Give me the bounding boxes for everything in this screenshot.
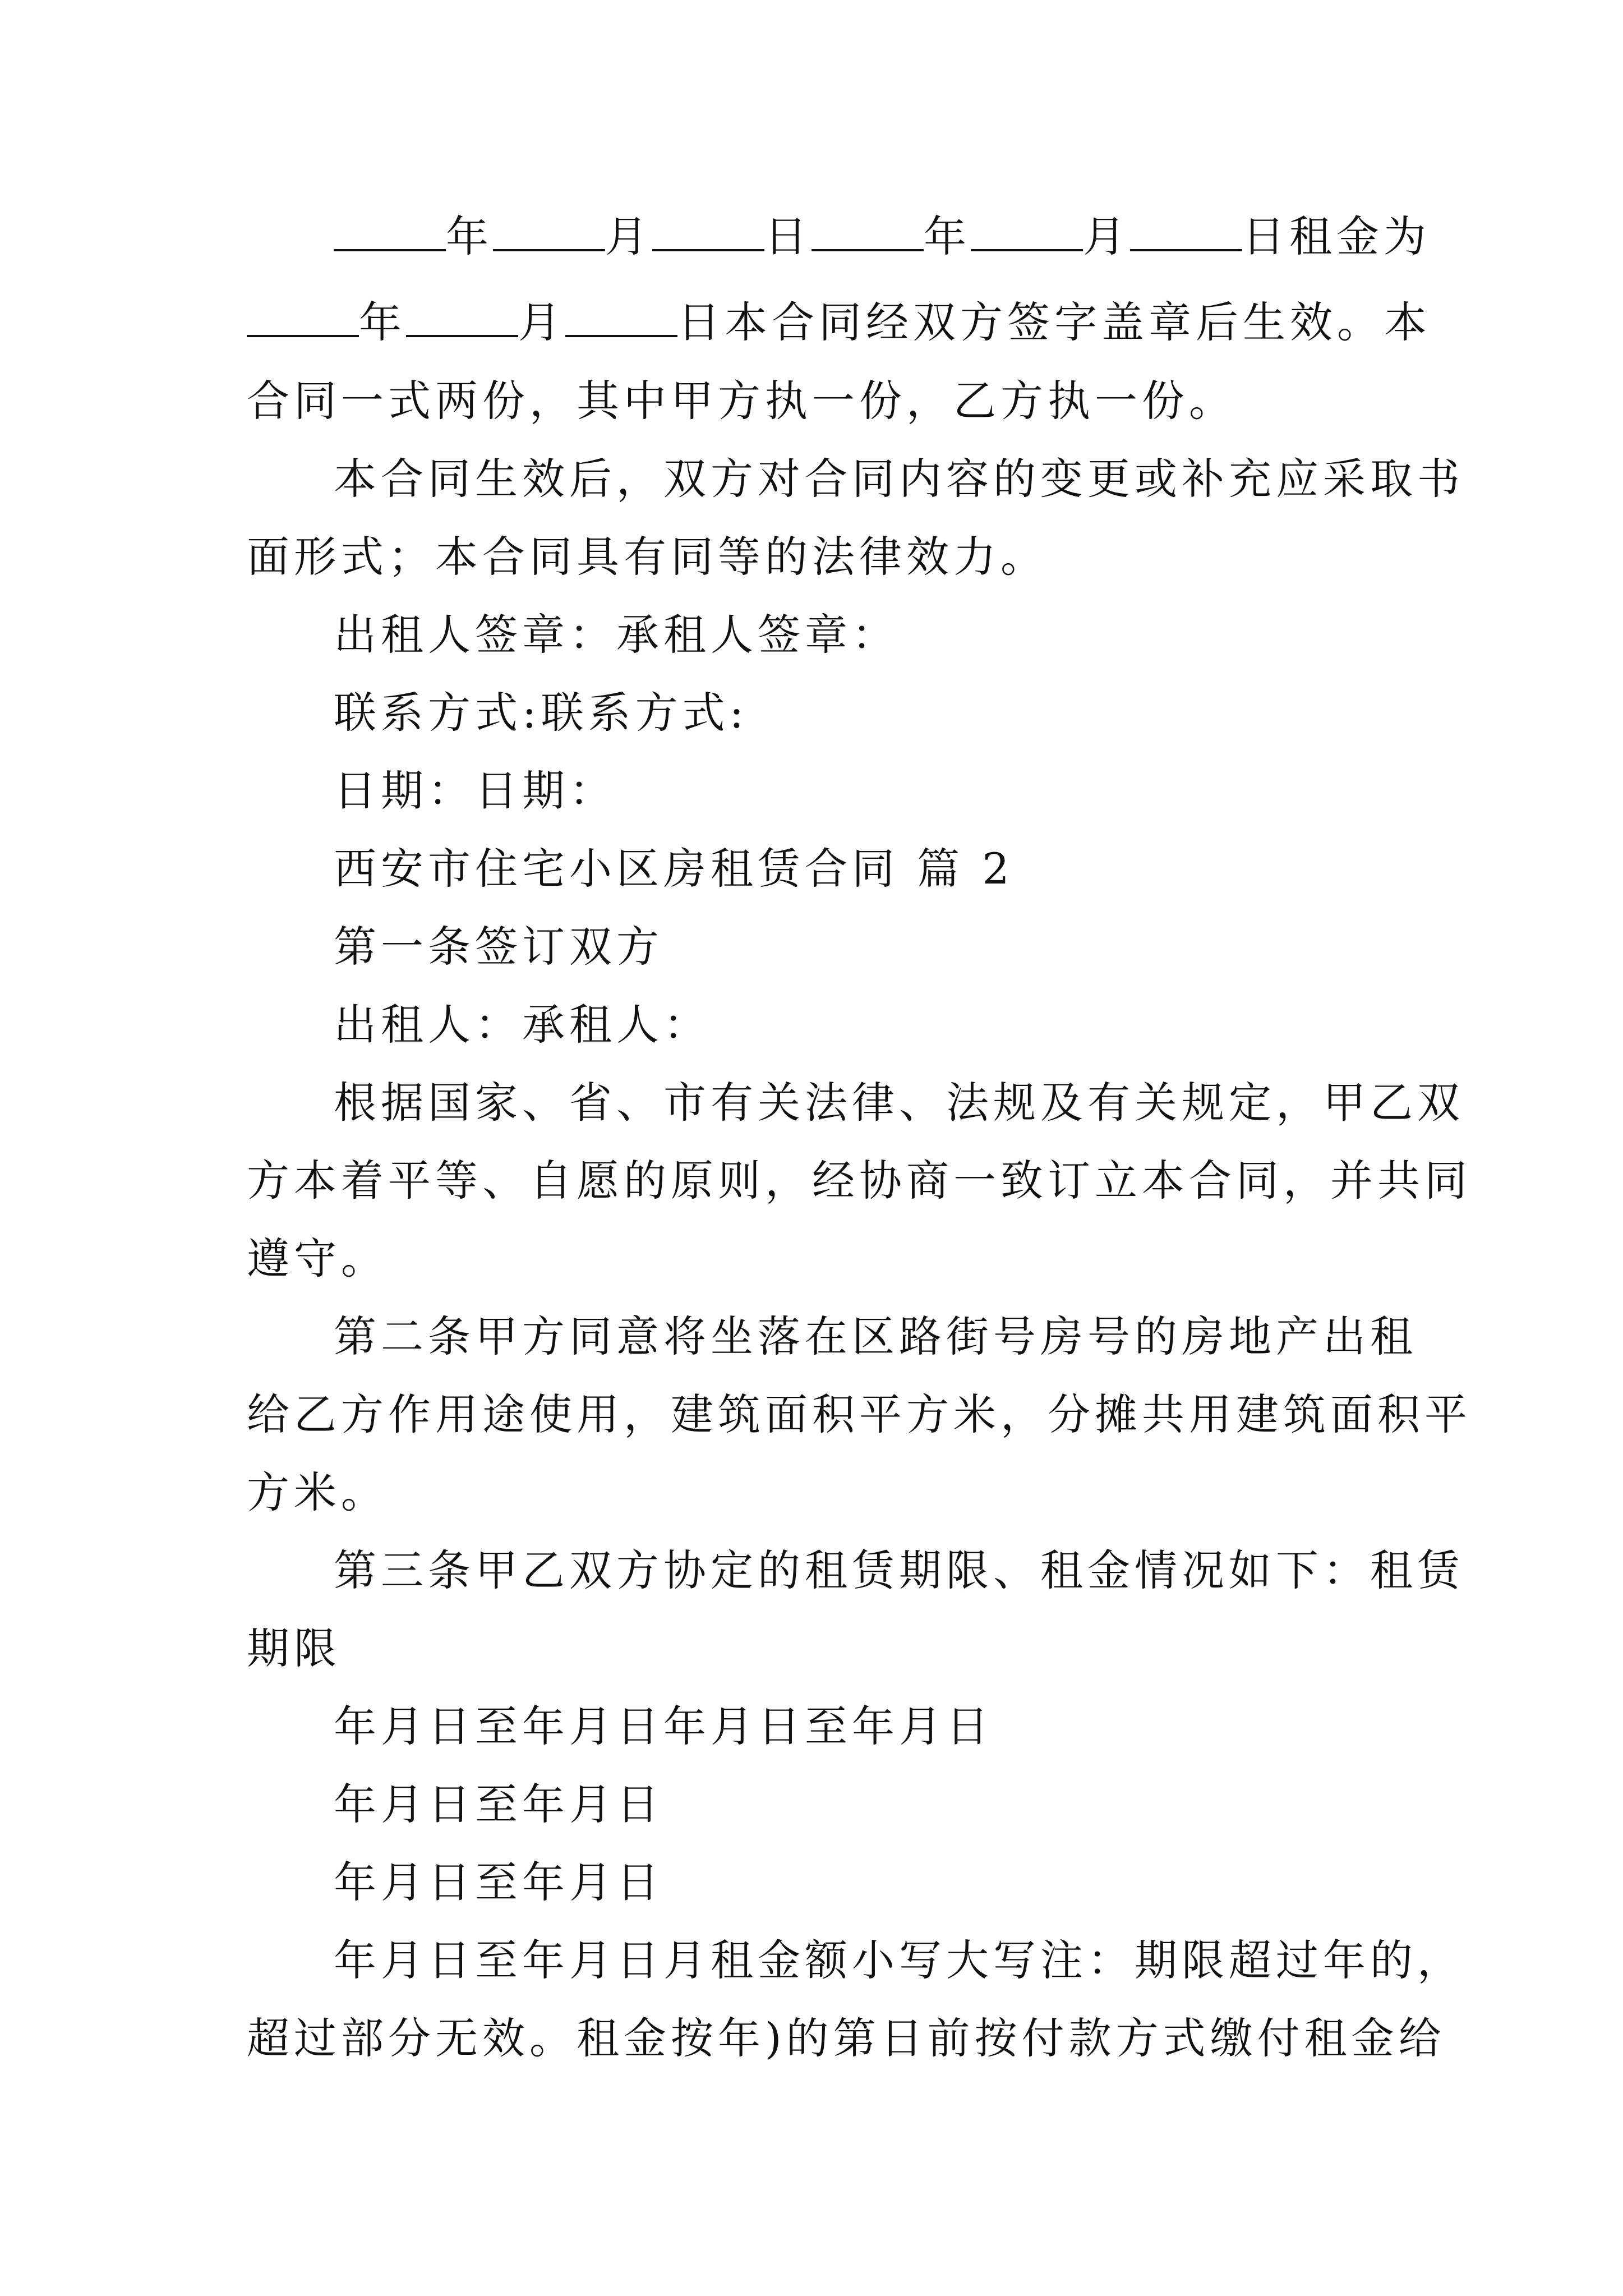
text-line: 方米。 [247, 1467, 388, 1517]
paragraph-start: 根据国家、省、市有关法律、法规及有关规定，甲乙双 [334, 1078, 1464, 1128]
text-line-date-blanks-2: 年 月 日本合同经双方签字盖章后生效。本 [247, 295, 1431, 351]
text-line-date-blanks-1: 年 月 日 年 月 日租金为 [334, 209, 1431, 265]
date-label: 日期：日期： [334, 766, 616, 816]
blank-field [247, 296, 359, 337]
blank-field [811, 210, 924, 251]
section-title: 西安市住宅小区房租赁合同 篇 2 [334, 844, 1014, 894]
paragraph-start: 第二条甲方同意将坐落在区路街号房号的房地产出租 [334, 1312, 1417, 1361]
text-line: 给乙方作用途使用，建筑面积平方米，分摊共用建筑面积平 [247, 1389, 1472, 1439]
article-heading: 第一条签订双方 [334, 922, 663, 972]
blank-field [971, 210, 1083, 251]
party-label: 出租人：承租人： [334, 1000, 711, 1050]
blank-field [652, 210, 764, 251]
lease-period-line: 年月日至年月日年月日至年月日 [334, 1701, 993, 1751]
blank-field [493, 210, 605, 251]
text-line: 面形式；本合同具有同等的法律效力。 [247, 532, 1048, 582]
paragraph-start: 本合同生效后，双方对合同内容的变更或补充应采取书 [334, 454, 1464, 504]
signature-label: 出租人签章：承租人签章： [334, 610, 899, 660]
blank-field [1130, 210, 1242, 251]
paragraph-start: 年月日至年月日月租金额小写大写注：期限超过年的， [334, 1935, 1464, 1985]
text-line: 遵守。 [247, 1234, 388, 1283]
lease-period-line: 年月日至年月日 [334, 1779, 663, 1829]
blank-field [334, 210, 446, 251]
blank-field [565, 296, 677, 337]
text-line: 超过部分无效。租金按年)的第日前按付款方式缴付租金给 [247, 2013, 1446, 2063]
contact-label: 联系方式:联系方式: [334, 688, 749, 738]
lease-period-line: 年月日至年月日 [334, 1857, 663, 1907]
blank-field [406, 296, 518, 337]
paragraph-start: 第三条甲乙双方协定的租赁期限、租金情况如下：租赁 [334, 1545, 1464, 1595]
text-line: 合同一式两份，其中甲方执一份，乙方执一份。 [247, 376, 1236, 426]
text-line: 期限 [247, 1623, 341, 1673]
text-line: 方本着平等、自愿的原则，经协商一致订立本合同，并共同 [247, 1156, 1472, 1205]
